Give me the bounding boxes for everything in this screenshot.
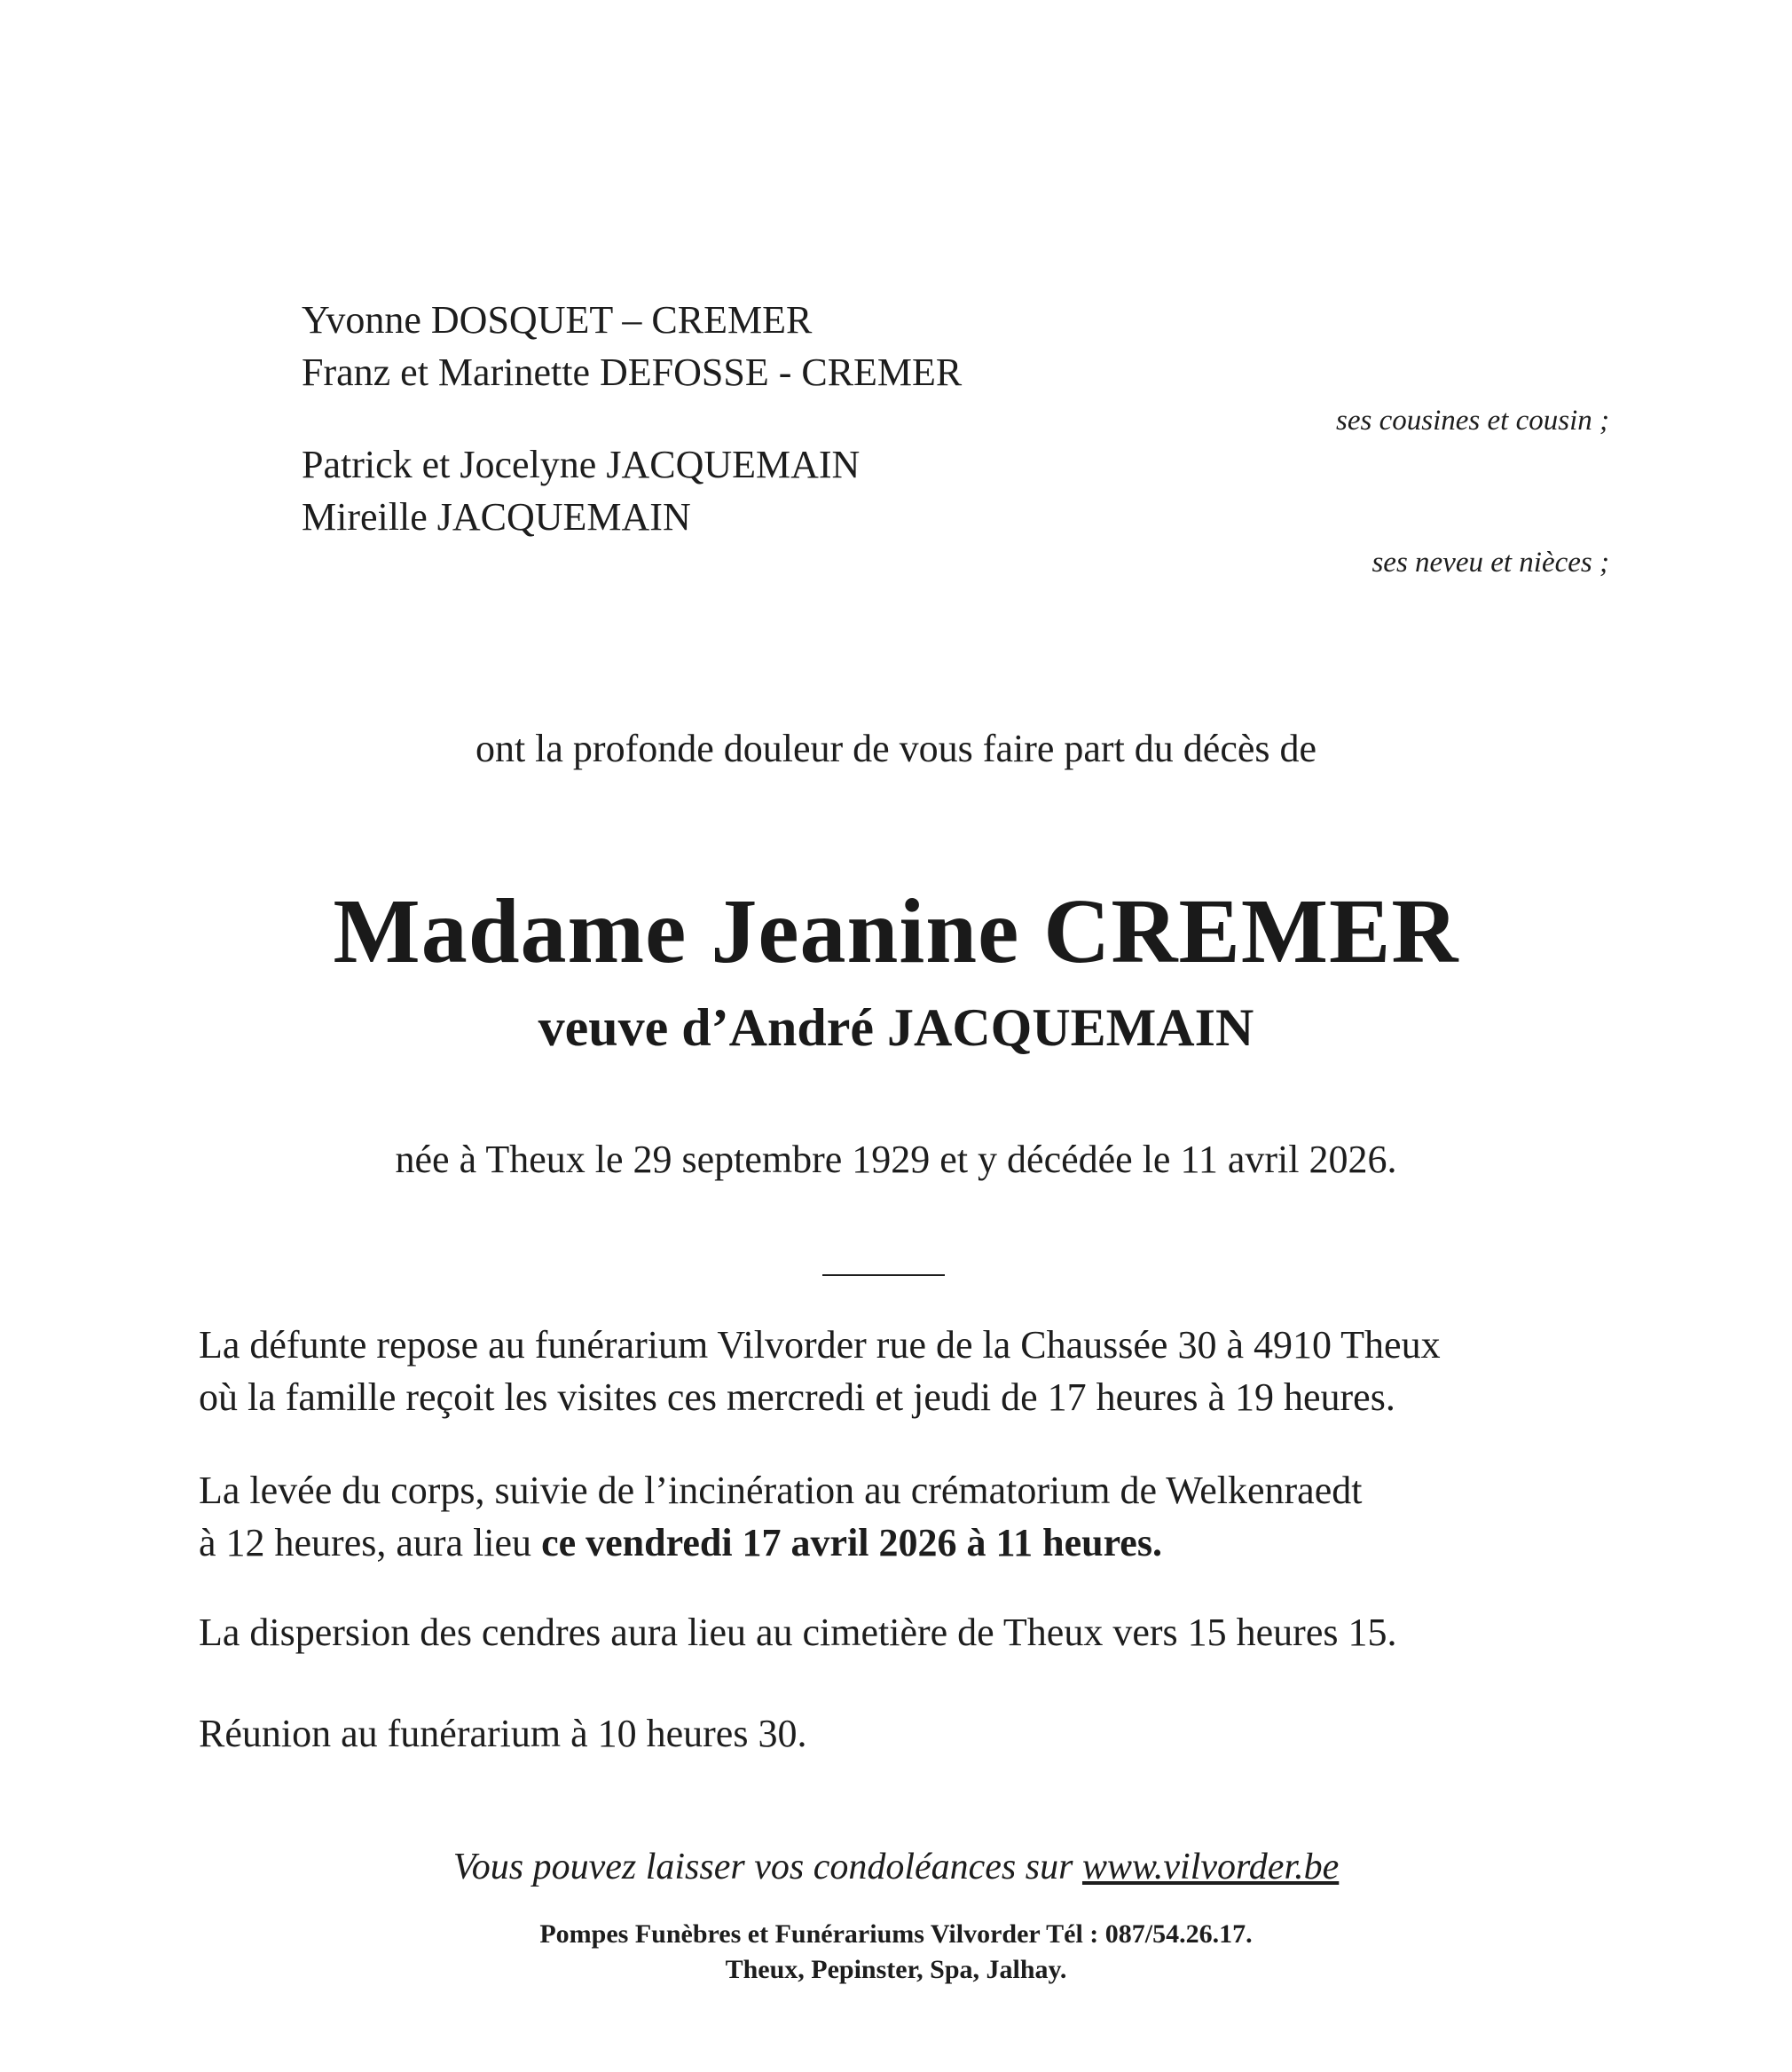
funeral-company-locations: Theux, Pepinster, Spa, Jalhay.	[725, 1955, 1067, 1984]
nephews-relation: ses neveu et nièces ;	[1372, 547, 1609, 579]
nephew-name-1: Patrick et Jocelyne JACQUEMAIN	[302, 443, 861, 486]
birth-death-dates: née à Theux le 29 septembre 1929 et y décédée le 11 avril 2026.	[395, 1138, 1397, 1181]
rest-location-line-1: La défunte repose au funérarium Vilvorder rue de la Chaussée 30 à 4910 Theux	[199, 1323, 1441, 1367]
cousin-name-2: Franz et Marinette DEFOSSE - CREMER	[302, 351, 963, 394]
cousins-relation: ses cousines et cousin ;	[1336, 405, 1609, 437]
deceased-name: Madame Jeanine CREMER	[333, 880, 1459, 982]
condolences-line	[0, 1846, 1792, 1888]
meeting-info: Réunion au funérarium à 10 heures 30.	[199, 1712, 807, 1755]
ceremony-line-1: La levée du corps, suivie de l’incinération au crématorium de Welkenraedt	[199, 1469, 1363, 1512]
funeral-company-contact: Pompes Funèbres et Funérariums Vilvorder Tél : 087/54.26.17.	[539, 1919, 1253, 1949]
widow-of-line: veuve d’André JACQUEMAIN	[538, 998, 1254, 1057]
announcement-intro: ont la profonde douleur de vous faire part du décès de	[475, 727, 1317, 770]
ceremony-line-2-prefix: à 12 heures, aura lieu	[199, 1521, 542, 1564]
ashes-dispersion: La dispersion des cendres aura lieu au cimetière de Theux vers 15 heures 15.	[199, 1611, 1397, 1654]
condolences-text: Vous pouvez laisser vos condoléances sur	[452, 1847, 1082, 1887]
ceremony-datetime: ce vendredi 17 avril 2026 à 11 heures.	[541, 1521, 1162, 1564]
nephew-name-2: Mireille JACQUEMAIN	[302, 495, 691, 539]
divider-line	[822, 1274, 945, 1276]
cousin-name-1: Yvonne DOSQUET – CREMER	[302, 298, 813, 342]
condolences-link[interactable]: www.vilvorder.be	[1081, 1847, 1340, 1887]
rest-location-line-2: où la famille reçoit les visites ces mercredi et jeudi de 17 heures à 19 heures.	[199, 1375, 1395, 1419]
ceremony-line-2	[199, 1517, 1162, 1569]
